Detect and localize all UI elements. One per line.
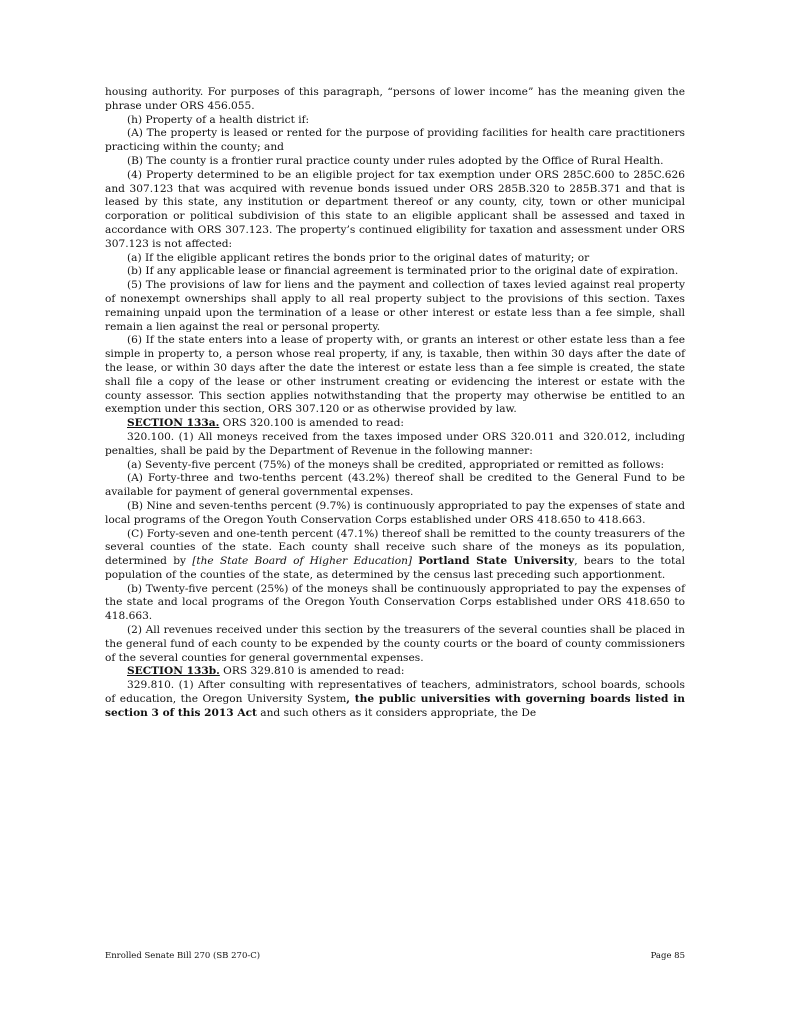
- paragraph: (4) Property determined to be an eligible project for tax exemption under ORS 285C.600 to 285C.626 and 307.123 that was acquired with revenue bonds issued under ORS 285B.320 to 285B.371 and that is leased by this state, any institution or department thereof or any county, city, town or other municipal corporation or political subdivision of this state to an eligible applicant shall be assessed and taxed in accordance with ORS 307.123. The property’s continued eligibility for taxation and assessment under ORS 307.123 is not affected:: [105, 168, 685, 250]
- section-133b-heading: SECTION 133b. ORS 329.810 is amended to read:: [127, 665, 405, 678]
- added-text: Portland State University: [418, 555, 575, 568]
- paragraph: (C) Forty-seven and one-tenth percent (47.1%) thereof shall be remitted to the county treasurers of the several counties of the state. Each county shall receive such share of the moneys as its population, determined by [the State Board of Higher Education] Portland State University, bears to the total population of the counties of the state, as determined by the census last preceding such apportionment.: [105, 527, 685, 581]
- paragraph: (b) Twenty-five percent (25%) of the moneys shall be continuously appropriated to pay the expenses of the state and local programs of the Oregon Youth Conservation Corps established under ORS 418.650 to 418.663.: [105, 582, 685, 623]
- footer-bill-title: Enrolled Senate Bill 270 (SB 270-C): [105, 951, 261, 961]
- paragraph: (A) The property is leased or rented for the purpose of providing facilities for health care practitioners practicing within the county; and: [105, 127, 685, 154]
- section-label: SECTION 133b.: [127, 665, 220, 678]
- paragraph: (A) Forty-three and two-tenths percent (43.2%) thereof shall be credited to the General Fund to be available for payment of general governmental expenses.: [105, 472, 685, 499]
- paragraph: (B) Nine and seven-tenths percent (9.7%) is continuously appropriated to pay the expenses of state and local programs of the Oregon Youth Conservation Corps established under ORS 418.650 to 418.663.: [105, 499, 685, 526]
- added-text: , the public universities with governing boards listed in section 3 of this 2013 Act: [105, 693, 685, 719]
- paragraph: (B) The county is a frontier rural practice county under rules adopted by the Office of Rural Health.: [127, 154, 664, 167]
- document-body: [105, 86, 685, 721]
- paragraph: 329.810. (1) After consulting with representatives of teachers, administrators, school boards, schools of education, the Oregon University System, the public universities with governing boards listed in section 3 of this 2013 Act and such others as it considers appropriate, the De: [105, 679, 685, 719]
- section-label: SECTION 133a.: [127, 417, 220, 430]
- paragraph: (a) If the eligible applicant retires the bonds prior to the original dates of maturity; or: [127, 251, 590, 264]
- paragraph: (5) The provisions of law for liens and the payment and collection of taxes levied against real property of nonexempt ownerships shall apply to all real property subject to the provisions of this section. Taxes remaining unpaid upon the termination of a lease or other interest or estate less than a fee simple, shall remain a lien against the real or personal property.: [105, 279, 685, 333]
- paragraph: (b) If any applicable lease or financial agreement is terminated prior to the original date of expiration.: [127, 265, 679, 278]
- paragraph: housing authority. For purposes of this paragraph, “persons of lower income” has the meaning given the phrase under ORS 456.055.: [105, 86, 685, 112]
- paragraph: (6) If the state enters into a lease of property with, or grants an interest or other estate less than a fee simple in property to, a person whose real property, if any, is taxable, then within 30 days after the date of the lease, or within 30 days after the date the interest or estate less than a fee simple is created, the state shall file a copy of the lease or other instrument creating or evidencing the interest or estate with the county assessor. This section applies notwithstanding that the property may otherwise be entitled to an exemption under this section, ORS 307.120 or as otherwise provided by law.: [105, 334, 685, 416]
- paragraph: (h) Property of a health district if:: [127, 113, 310, 126]
- deleted-text: [the State Board of Higher Education]: [192, 555, 413, 568]
- section-133a-heading: SECTION 133a. ORS 320.100 is amended to read:: [127, 417, 404, 430]
- paragraph: (2) All revenues received under this section by the treasurers of the several counties shall be placed in the general fund of each county to be expended by the county courts or the board of county commissioners of the several counties for general governmental expenses.: [105, 624, 685, 664]
- paragraph: 320.100. (1) All moneys received from the taxes imposed under ORS 320.011 and 320.012, including penalties, shall be paid by the Department of Revenue in the following manner:: [105, 430, 685, 457]
- page-footer: [105, 951, 685, 961]
- footer-page-number: Page 85: [650, 951, 685, 961]
- paragraph: (a) Seventy-five percent (75%) of the moneys shall be credited, appropriated or remitted as follows:: [127, 458, 665, 471]
